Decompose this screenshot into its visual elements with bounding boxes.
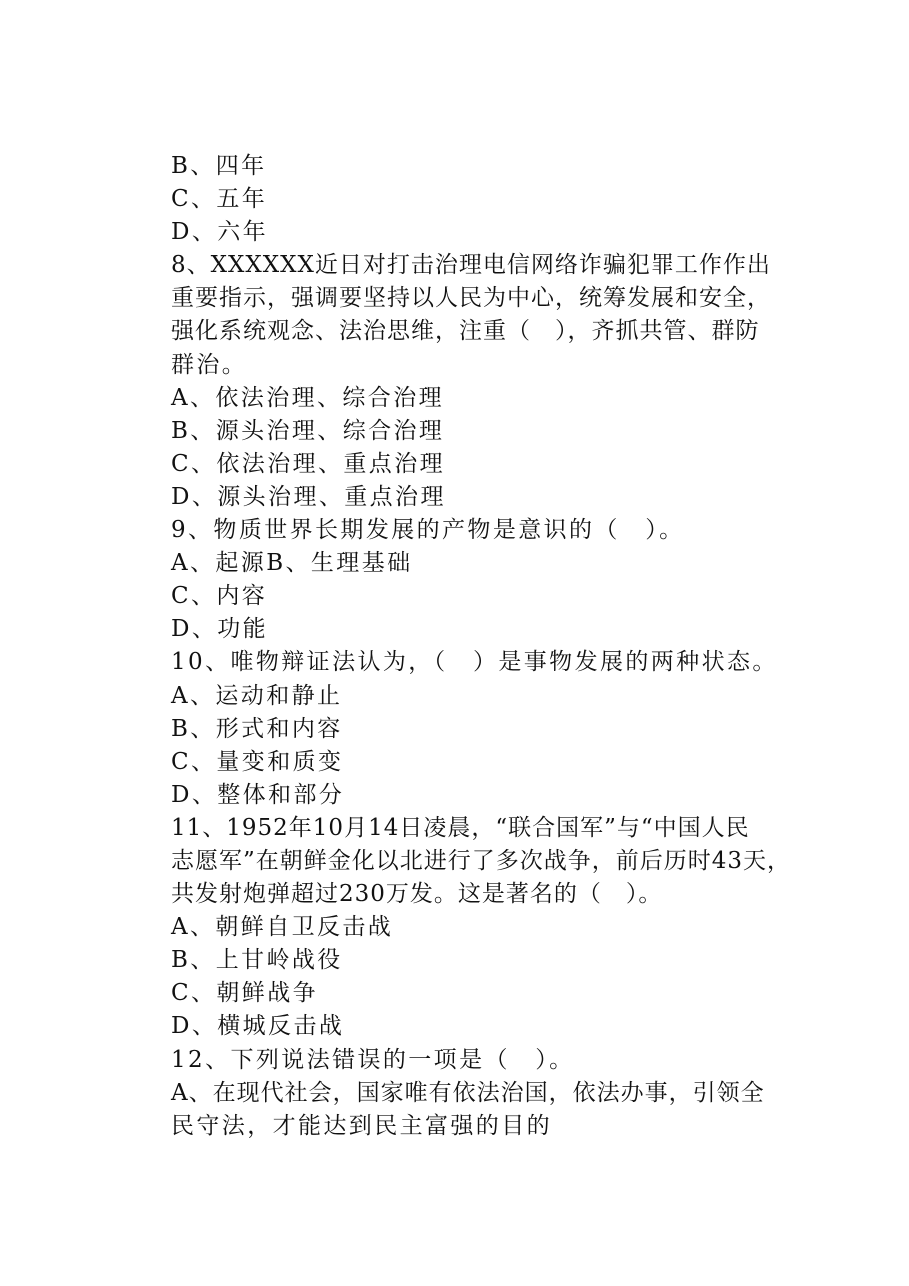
option-b-q10: B、形式和内容 (171, 715, 343, 742)
option-b-q7: B、四年 (171, 153, 267, 179)
option-c-q10: C、量变和质变 (171, 748, 344, 775)
option-d-q7: D、六年 (171, 219, 269, 246)
option-d-q8: D、源头治理、重点治理 (171, 483, 446, 510)
option-d-q10: D、整体和部分 (171, 781, 345, 808)
option-c-q8: C、依法治理、重点治理 (171, 450, 445, 477)
option-a-q12-line-2: 民守法，才能达到民主富强的目的 (171, 1112, 552, 1139)
question-8-line-3: 强化系统观念、法治思维，注重（ ），齐抓共管、群防 (171, 318, 760, 345)
question-8-line-4: 群治。 (171, 351, 248, 378)
question-8-line-2: 重要指示，强调要坚持以人民为中心，统筹发展和安全， (171, 285, 771, 312)
option-a-q12-line-1: A、在现代社会，国家唯有依法治国，依法办事，引领全 (171, 1079, 765, 1106)
question-11-line-3: 共发射炮弹超过230万发。这是著名的（ ）。 (171, 881, 663, 908)
option-c-q11: C、朝鲜战争 (171, 980, 318, 1007)
option-a-q11: A、朝鲜自卫反击战 (171, 914, 394, 941)
question-9: 9、物质世界长期发展的产物是意识的（ ）。 (171, 517, 685, 544)
option-c-q7: C、五年 (171, 186, 268, 213)
document-page (171, 150, 811, 1143)
option-a-q10: A、运动和静止 (171, 682, 343, 709)
question-11-line-2: 志愿军”在朝鲜金化以北进行了多次战争，前后历时43天， (171, 847, 792, 874)
question-11-line-1: 11、1952年10月14日凌晨，“联合国军”与“中国人民 (171, 814, 750, 841)
option-c-q9: C、内容 (171, 583, 268, 610)
option-d-q9: D、功能 (171, 616, 269, 643)
question-10: 10、唯物辩证法认为，（ ）是事物发展的两种状态。 (171, 649, 778, 676)
option-b-q11: B、上甘岭战役 (171, 947, 343, 974)
option-b-q8: B、源头治理、综合治理 (171, 417, 445, 444)
question-8-line-1: 8、XXXXXX近日对打击治理电信网络诈骗犯罪工作作出 (171, 252, 771, 279)
option-a-q8: A、依法治理、综合治理 (171, 384, 445, 411)
option-ab-q9: A、起源B、生理基础 (171, 550, 413, 577)
question-12: 12、下列说法错误的一项是（ ）。 (171, 1046, 575, 1073)
option-d-q11: D、横城反击战 (171, 1013, 345, 1040)
